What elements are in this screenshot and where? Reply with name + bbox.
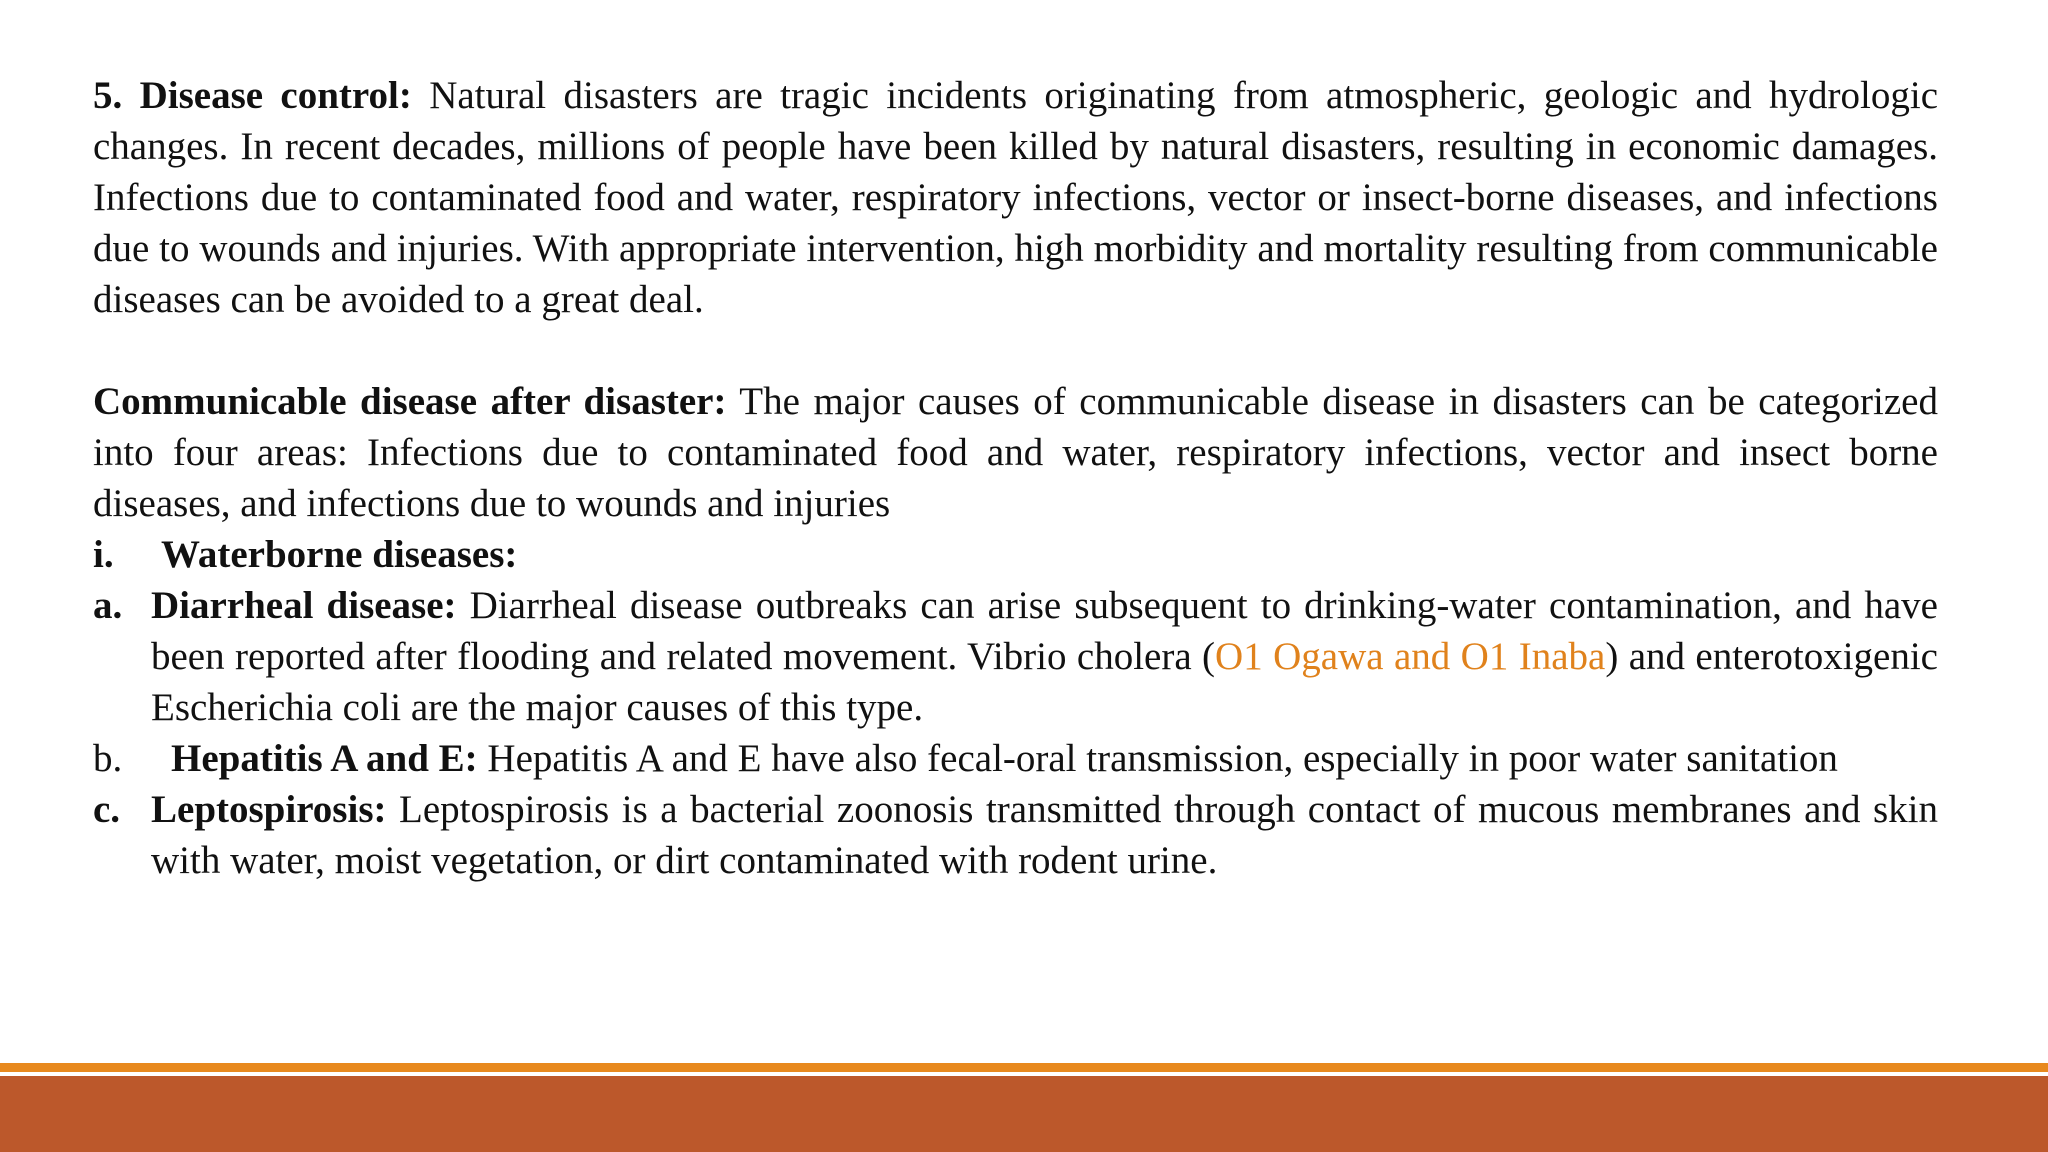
leptospirosis-text: Leptospirosis is a bacterial zoonosis transmitted through contact of mucous membranes and skin with water, moist vegetation, or dirt contaminated with rodent urine. <box>151 788 1938 882</box>
diarrheal-disease-text-before: Diarrheal disease outbreaks can arise subsequent to drinking-water contamination, and have been reported after flooding and related movement. Vibrio cholera ( <box>151 584 1938 678</box>
disease-control-text: Natural disasters are tragic incidents originating from atmospheric, geologic and hydrologic changes. In recent decades, millions of people have been killed by natural disasters, resulting in economic damages. Infections due to contaminated food and water, respiratory infections, vector or insect-borne diseases, and infections due to wounds and injuries. With appropriate intervention, high morbidity and mortality resulting from communicable diseases can be avoided to a great deal. <box>93 74 1939 321</box>
list-marker-b: b. <box>93 737 123 780</box>
paragraph-spacer <box>93 325 1938 376</box>
diarrheal-disease-heading: Diarrheal disease: <box>151 584 457 627</box>
disease-control-heading: 5. Disease control: <box>93 74 412 117</box>
diarrheal-disease-text-after: ) and enterotoxigenic Escherichia coli are the major causes of this type. <box>151 635 1938 729</box>
leptospirosis-item <box>93 784 1938 886</box>
vibrio-serotypes-highlight: O1 Ogawa and O1 Inaba <box>1215 635 1606 678</box>
hepatitis-item <box>93 733 1938 784</box>
diarrheal-disease-item <box>93 580 1938 733</box>
footer-thin-stripe <box>0 1063 2048 1072</box>
waterborne-diseases-heading: Waterborne diseases: <box>161 533 518 576</box>
footer-band <box>0 1076 2048 1152</box>
diarrheal-disease-body <box>151 580 1938 733</box>
hepatitis-heading: Hepatitis A and E: <box>171 737 478 780</box>
list-marker-i: i. <box>93 533 114 576</box>
communicable-disease-heading: Communicable disease after disaster: <box>93 380 727 423</box>
slide-content <box>93 70 1938 886</box>
leptospirosis-heading: Leptospirosis: <box>151 788 387 831</box>
paragraph-disease-control <box>93 70 1938 325</box>
communicable-disease-text: The major causes of communicable disease in disasters can be categorized into four areas: Infections due to contaminated food and water, respiratory infections, vector and insect borne diseases, and infections due to wounds and injuries <box>93 380 1938 525</box>
leptospirosis-body <box>151 784 1938 886</box>
list-marker-c: c. <box>93 788 121 831</box>
hepatitis-body <box>151 733 1938 784</box>
hepatitis-text: Hepatitis A and E have also fecal-oral transmission, especially in poor water sanitation <box>477 737 1838 780</box>
waterborne-diseases-item <box>93 529 1938 580</box>
list-marker-a: a. <box>93 584 123 627</box>
paragraph-communicable-disease <box>93 376 1938 529</box>
